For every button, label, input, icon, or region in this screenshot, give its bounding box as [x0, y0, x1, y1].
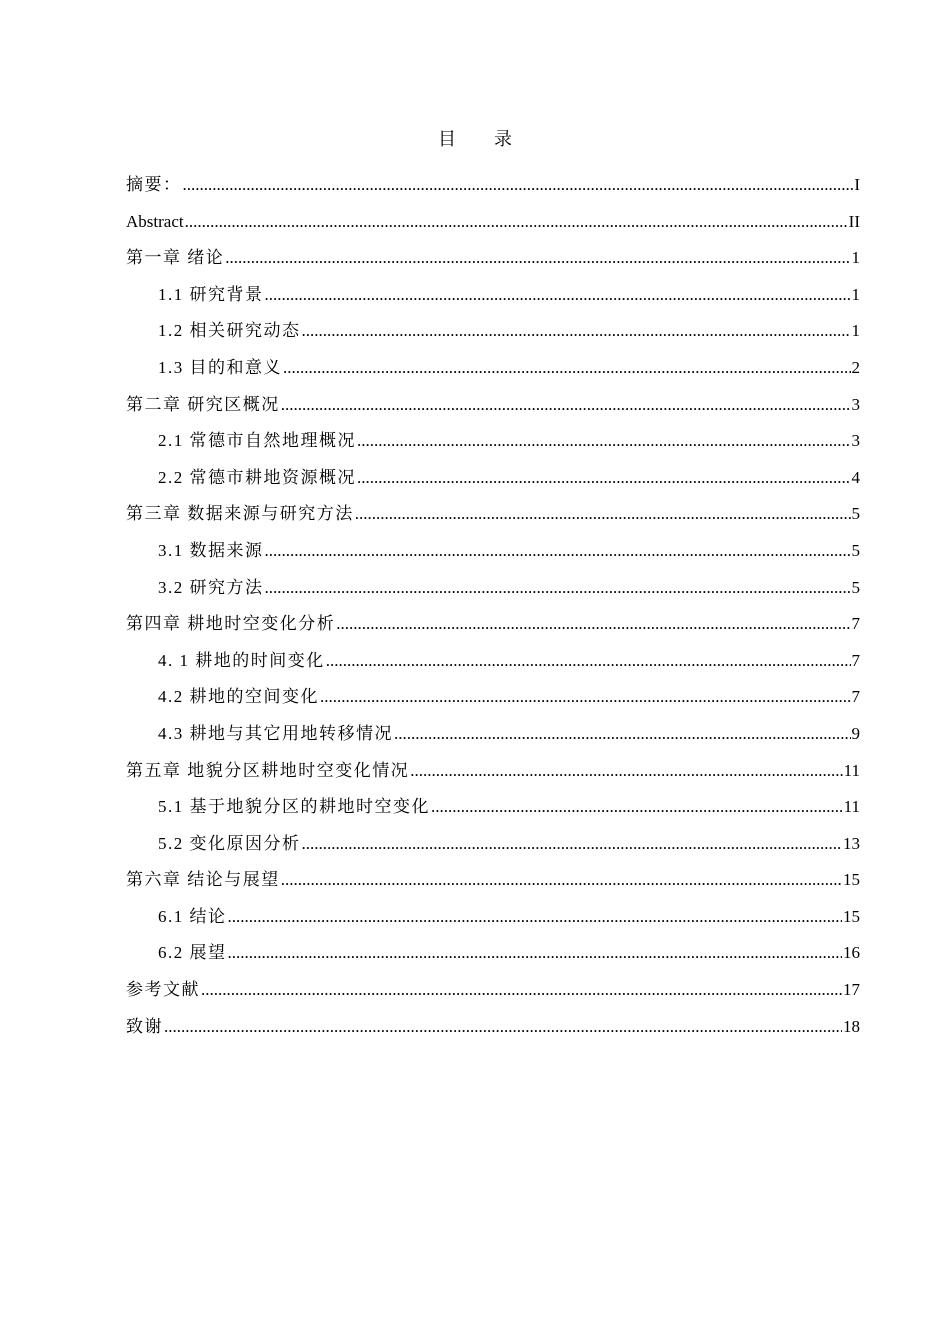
toc-page-number: 16 — [843, 943, 860, 963]
toc-leader-dots — [336, 610, 850, 638]
toc-page-number: I — [854, 175, 860, 194]
toc-entry-label: 第四章 耕地时空变化分析 — [126, 614, 336, 634]
toc-entry-acknowledgements[interactable] — [126, 1013, 860, 1050]
toc-leader-dots — [410, 757, 842, 785]
toc-entry-references[interactable] — [126, 976, 860, 1013]
toc-page-number: 11 — [843, 760, 860, 780]
toc-entry-label: 5.1 基于地貌分区的耕地时空变化 — [158, 797, 430, 817]
toc-page-number: II — [848, 211, 860, 231]
toc-entry-section-4-2[interactable] — [126, 683, 860, 720]
toc-entry-label: 致谢 — [126, 1016, 163, 1036]
toc-entry-section-5-1[interactable] — [126, 793, 860, 830]
toc-leader-dots — [265, 574, 851, 602]
toc-page-number: 15 — [843, 906, 860, 926]
toc-entry-label: 5.2 变化原因分析 — [158, 833, 301, 853]
toc-page-number: 7 — [851, 650, 860, 670]
toc-entry-label: 1.1 研究背景 — [158, 284, 264, 304]
toc-page-number: 7 — [851, 614, 860, 634]
toc-entry-label: 6.2 展望 — [158, 943, 227, 963]
toc-entry-label: Abstract — [126, 211, 184, 231]
toc-entry-label: 第六章 结论与展望 — [126, 870, 280, 890]
toc-entry-section-6-2[interactable] — [126, 939, 860, 976]
toc-page-number: 4 — [851, 467, 860, 487]
toc-leader-dots — [228, 903, 843, 931]
toc-entry-section-2-1[interactable] — [126, 427, 860, 464]
toc-entry-section-3-2[interactable] — [126, 574, 860, 611]
toc-entry-label: 第三章 数据来源与研究方法 — [126, 504, 354, 524]
toc-entry-chapter-3[interactable] — [126, 500, 860, 537]
toc-leader-dots — [302, 317, 851, 345]
toc-leader-dots — [225, 244, 850, 272]
toc-entry-section-1-2[interactable] — [126, 317, 860, 354]
toc-entry-label: 4.2 耕地的空间变化 — [158, 687, 319, 707]
toc-page-number: 17 — [843, 980, 860, 1000]
toc-entry-label: 2.2 常德市耕地资源概况 — [158, 467, 356, 487]
toc-title-part2: 录 — [494, 129, 512, 149]
toc-leader-dots — [355, 500, 851, 528]
toc-entry-label: 摘要： — [126, 175, 182, 194]
toc-entry-label: 参考文献 — [126, 980, 200, 1000]
toc-list — [126, 171, 860, 1049]
toc-leader-dots — [283, 354, 851, 382]
toc-entry-section-1-3[interactable] — [126, 354, 860, 391]
toc-entry-chapter-6[interactable] — [126, 866, 860, 903]
toc-page-number: 1 — [851, 321, 860, 341]
toc-leader-dots — [281, 866, 842, 894]
toc-title — [0, 128, 950, 150]
toc-leader-dots — [228, 939, 843, 967]
toc-page-number: 2 — [851, 357, 860, 377]
toc-entry-chapter-2[interactable] — [126, 391, 860, 428]
toc-entry-abstract-en[interactable] — [126, 208, 860, 245]
toc-entry-section-5-2[interactable] — [126, 830, 860, 867]
toc-leader-dots — [265, 281, 851, 309]
toc-page-number: 5 — [851, 577, 860, 597]
toc-leader-dots — [164, 1013, 842, 1041]
toc-leader-dots — [201, 976, 842, 1004]
toc-entry-section-6-1[interactable] — [126, 903, 860, 940]
toc-entry-label: 第五章 地貌分区耕地时空变化情况 — [126, 760, 410, 780]
toc-entry-section-4-3[interactable] — [126, 720, 860, 757]
toc-page-number: 5 — [851, 504, 860, 524]
toc-entry-label: 4. 1 耕地的时间变化 — [158, 650, 325, 670]
toc-leader-dots — [357, 464, 851, 492]
toc-page-number: 11 — [843, 797, 860, 817]
toc-leader-dots — [431, 793, 843, 821]
toc-entry-abstract-cn[interactable] — [126, 171, 860, 208]
toc-leader-dots — [394, 720, 851, 748]
toc-entry-chapter-5[interactable] — [126, 757, 860, 794]
toc-page-number: 13 — [843, 833, 860, 853]
toc-leader-dots — [185, 208, 848, 236]
toc-leader-dots — [357, 427, 851, 455]
toc-leader-dots — [265, 537, 851, 565]
toc-entry-section-3-1[interactable] — [126, 537, 860, 574]
toc-page-number: 3 — [851, 394, 860, 414]
toc-leader-dots — [281, 391, 851, 419]
toc-page-number: 1 — [851, 248, 860, 268]
toc-entry-section-4-1[interactable] — [126, 647, 860, 684]
toc-leader-dots — [302, 830, 843, 858]
toc-entry-chapter-1[interactable] — [126, 244, 860, 281]
toc-leader-dots — [326, 647, 851, 675]
toc-entry-section-2-2[interactable] — [126, 464, 860, 501]
toc-leader-dots — [320, 683, 851, 711]
toc-entry-label: 第一章 绪论 — [126, 248, 225, 268]
toc-leader-dots — [183, 171, 854, 199]
toc-entry-label: 2.1 常德市自然地理概况 — [158, 431, 356, 451]
toc-entry-label: 1.3 目的和意义 — [158, 357, 282, 377]
toc-entry-label: 3.1 数据来源 — [158, 540, 264, 560]
toc-entry-section-1-1[interactable] — [126, 281, 860, 318]
toc-page-number: 7 — [851, 687, 860, 707]
toc-page-number: 15 — [843, 870, 860, 890]
toc-page-number: 3 — [851, 431, 860, 451]
toc-page-number: 5 — [851, 540, 860, 560]
toc-entry-label: 3.2 研究方法 — [158, 577, 264, 597]
toc-page-number: 1 — [851, 284, 860, 304]
toc-page-number: 9 — [851, 723, 860, 743]
toc-title-part1: 目 — [438, 129, 456, 149]
toc-entry-label: 6.1 结论 — [158, 906, 227, 926]
toc-page-number: 18 — [843, 1016, 860, 1036]
toc-entry-label: 4.3 耕地与其它用地转移情况 — [158, 723, 393, 743]
toc-entry-label: 1.2 相关研究动态 — [158, 321, 301, 341]
toc-entry-chapter-4[interactable] — [126, 610, 860, 647]
toc-entry-label: 第二章 研究区概况 — [126, 394, 280, 414]
